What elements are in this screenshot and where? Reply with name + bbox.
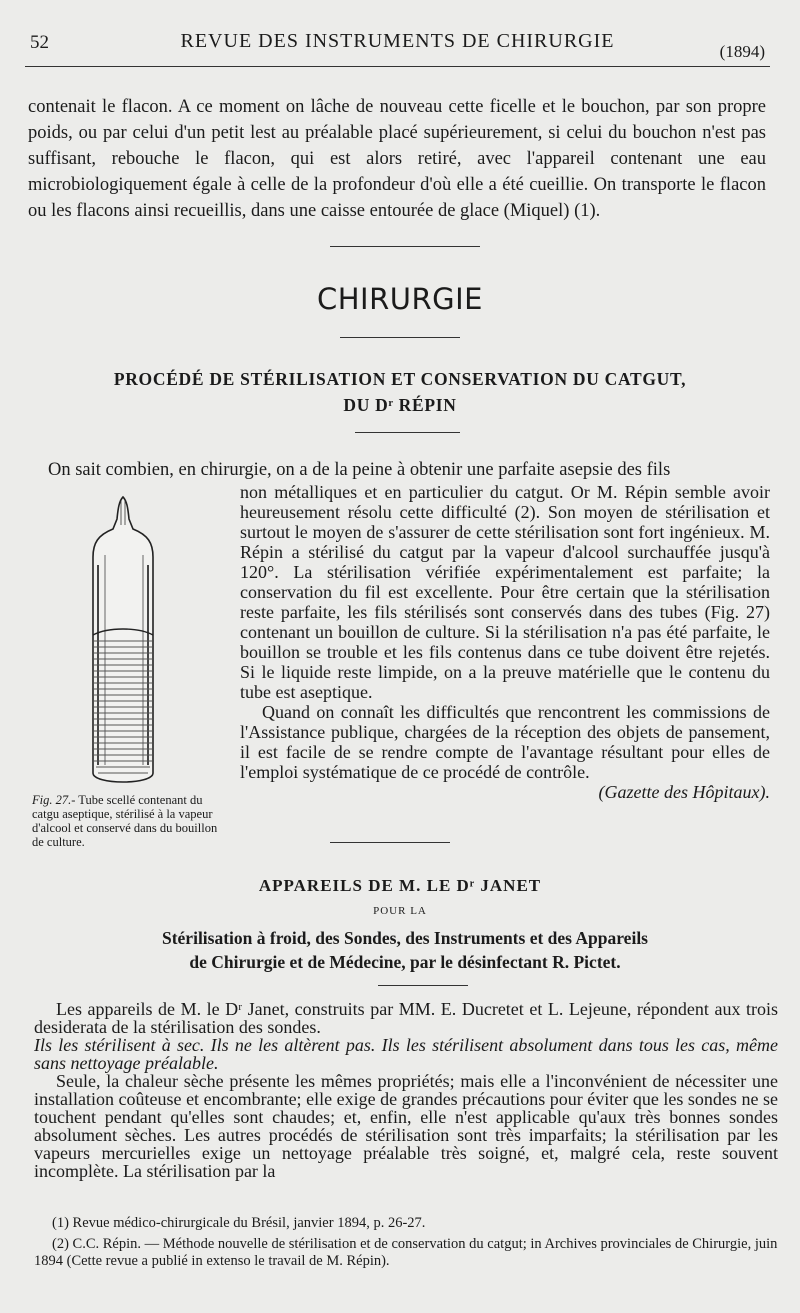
running-header [30, 26, 765, 61]
figure-caption-text: - Tube scellé contenant du catgu aseptique, stérilisé à la vapeur d'alcool et conservé dans du bouillon de culture. [32, 793, 218, 849]
article-paragraph-2: Quand on connaît les difficultés que rencontrent les commissions de l'Assistance publique, chargées de la réception des objets de pansement, il est facile de se rendre compte de l'avantage résultant pour elles de l'emploi systématique de ce procédé de contrôle. [240, 702, 770, 782]
article2-paragraph-3: Seule, la chaleur sèche présente les mêmes propriétés; mais elle a l'inconvénient de nécessiter une installation coûteuse et encombrante; elle exige de grandes précautions pour éviter que les sondes ne se touchent pendant qu'elles sont chaudes; et, enfin, elle n'est applicable qu'aux très bonnes sondes absolument sèches. Les autres procédés de stérilisation sont très imparfaits; la stérilisation par les vapeurs mercurielles exige un nettoyage préalable très soigné, et, malgré cela, reste souvent incomplète. La stérilisation par la [34, 1071, 778, 1181]
article2-paragraph-1: Les appareils de M. le Dʳ Janet, construits par MM. E. Ducretet et L. Lejeune, répondent aux trois desiderata de la stérilisation des sondes. [34, 999, 778, 1037]
journal-title: REVUE DES INSTRUMENTS DE CHIRURGIE [180, 30, 615, 52]
continued-paragraph [28, 94, 766, 224]
divider [330, 246, 480, 247]
article2-pour: POUR LA [373, 905, 427, 917]
article2-subtitle-line1: Stérilisation à froid, des Sondes, des Instruments et des Appareils [161, 928, 648, 948]
article-intro: On sait combien, en chirurgie, on a de la peine à obtenir une parfaite asepsie des fils [48, 460, 671, 480]
article2-subtitle-line2: de Chirurgie et de Médecine, par le désinfectant R. Pictet. [189, 952, 621, 972]
article-source: (Gazette des Hôpitaux). [598, 782, 770, 802]
footnote-1: (1) Revue médico-chirurgicale du Brésil, janvier 1894, p. 26-27. [52, 1215, 426, 1231]
divider [355, 432, 460, 433]
figure-caption [32, 793, 222, 849]
figure-label: Fig. 27. [32, 793, 72, 807]
header-year: (1894) [719, 42, 765, 61]
divider [378, 985, 468, 986]
article2-title: APPAREILS DE M. LE Dʳ JANET [258, 876, 542, 895]
article-body [240, 482, 770, 802]
footnote-2: (2) C.C. Répin. — Méthode nouvelle de stérilisation et de conservation du catgut; in Archives provinciales de Chirurgie, juin 1894 (Cette revue a publié in extenso le travail de M. Répin). [34, 1236, 778, 1269]
header-rule [25, 66, 770, 67]
section-title: CHIRURGIE [317, 282, 483, 316]
footnotes [34, 1215, 778, 1274]
divider [330, 842, 450, 843]
top-paragraph-text: contenait le flacon. A ce moment on lâche de nouveau cette ficelle et le bouchon, par son propre poids, ou par celui d'un petit lest au préalable placé supérieurement, si celui du bouchon n'est pas suffisant, rebouche le flacon, qui est alors retiré, avec l'appareil contenant une eau microbiologiquement égale à celle de la profondeur d'où elle a été cueillie. On transporte le flacon ou les flacons ainsi recueillis, dans une caisse entourée de glace (Miquel) (1). [28, 97, 766, 221]
article2-subtitle [40, 926, 770, 974]
page-number: 52 [30, 32, 49, 53]
article2-paragraph-2: Ils les stérilisent à sec. Ils ne les altèrent pas. Ils les stérilisent absolument dans tous les cas, même sans nettoyage préalable. [34, 1035, 778, 1073]
article-title-line1: PROCÉDÉ DE STÉRILISATION ET CONSERVATION DU CATGUT, [113, 369, 687, 389]
sealed-tube-illustration [88, 495, 158, 790]
article-title-line2: DU Dʳ RÉPIN [343, 395, 457, 415]
divider [340, 337, 460, 338]
article-paragraph-1: non métalliques et en particulier du catgut. Or M. Répin semble avoir heureusement résolu cette difficulté (2). Son moyen de stérilisation et surtout le moyen de s'assurer de cette stérilisation sont fort ingénieux. M. Répin a stérilisé du catgut par la vapeur d'alcool surchauffée jusqu'à 120°. La stérilisation vérifiée expérimentalement est parfaite; la conservation du fil est excellente. Pour être certain que la stérilisation reste parfaite, les fils stérilisés sont conservés dans des tubes (Fig. 27) contenant un bouillon de culture. Si la stérilisation n'a pas été parfaite, le bouillon se trouble et les fils contenus dans ce tube doivent être rejetés. Si le liquide reste limpide, on a la preuve matérielle que le contenu du tube est aseptique. [240, 482, 770, 702]
article2-body [34, 1000, 778, 1180]
